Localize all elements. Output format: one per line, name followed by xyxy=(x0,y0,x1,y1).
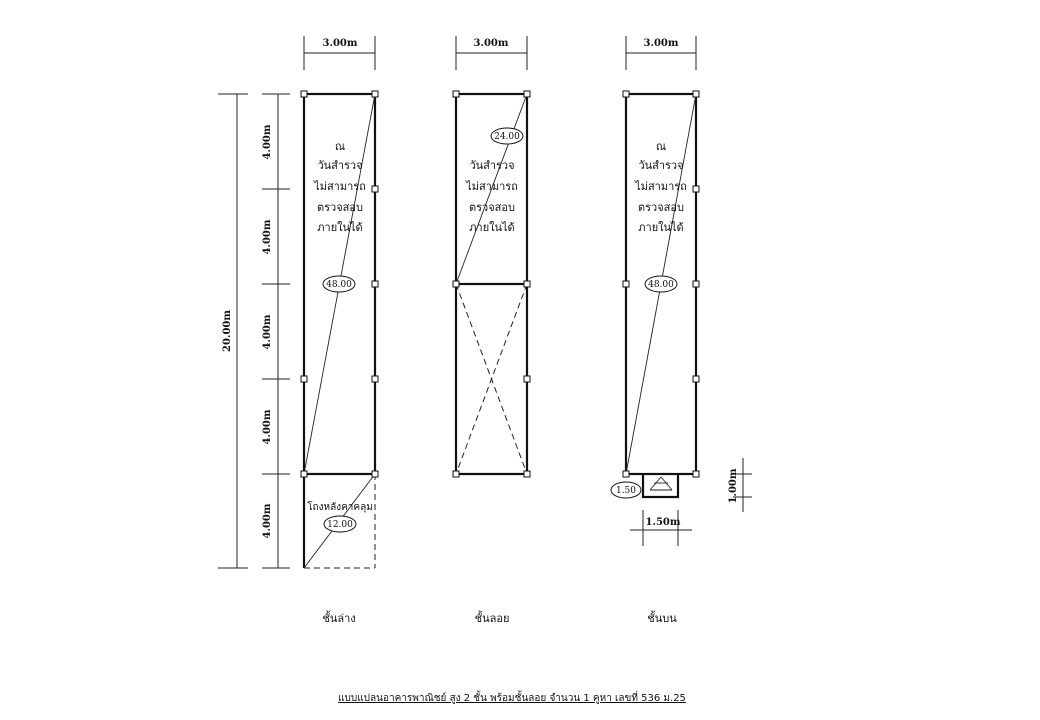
plan-note-line: ตรวจสอบ xyxy=(317,201,363,214)
width-label: 3.00m xyxy=(643,38,679,49)
plan-note-line: ตรวจสอบ xyxy=(469,201,515,214)
plan-note-line: ไม่สามารถ xyxy=(314,180,366,193)
plan-note-line: วันสำรวจ xyxy=(469,159,515,172)
plan-note-line: ไม่สามารถ xyxy=(466,180,518,193)
width-label: 3.00m xyxy=(473,38,509,49)
mezzanine-plan xyxy=(453,91,530,625)
extension-note: โถงหลังคาคลุม xyxy=(307,502,373,513)
plan-caption: ชั้นบน xyxy=(647,612,677,625)
total-depth-dimension xyxy=(218,94,248,568)
drawing-title: แบบแปลนอาคารพาณิชย์ สูง 2 ชั้น พร้อมชั้นลอย จำนวน 1 คูหา เลขที่ 536 ม.25 xyxy=(338,693,686,704)
width-dimension-mezzanine xyxy=(456,36,527,70)
width-label: 3.00m xyxy=(322,38,358,49)
bay-label: 4.00m xyxy=(262,409,273,445)
plan-note-line: วันสำรวจ xyxy=(317,159,363,172)
stair-area-label: 1.50 xyxy=(615,486,637,496)
bay-label: 4.00m xyxy=(262,503,273,539)
plan-note-line: ภายในได้ xyxy=(317,221,363,234)
plan-note-line: ไม่สามารถ xyxy=(635,180,687,193)
bay-dimensions xyxy=(262,94,290,568)
plan-caption: ชั้นล่าง xyxy=(322,612,356,625)
width-dimension-upper xyxy=(626,36,696,70)
area-label: 48.00 xyxy=(326,280,352,290)
bay-label: 4.00m xyxy=(262,219,273,255)
area-label: 48.00 xyxy=(648,280,674,290)
plan-note-line: ภายในได้ xyxy=(469,221,515,234)
plan-note-line: ณ xyxy=(334,140,346,153)
plan-note-line: วันสำรวจ xyxy=(638,159,684,172)
stair-depth-dimension xyxy=(728,458,752,512)
stair-width-dimension xyxy=(630,510,692,546)
width-dimension-ground xyxy=(304,36,375,70)
ground-floor-plan xyxy=(301,91,378,625)
upper-floor-plan xyxy=(611,91,699,625)
bay-label: 4.00m xyxy=(262,314,273,350)
plan-note-line: ตรวจสอบ xyxy=(638,201,684,214)
plan-note-line: ภายในได้ xyxy=(638,221,684,234)
stair-depth-label: 1.00m xyxy=(728,468,739,504)
area-label: 24.00 xyxy=(494,132,520,142)
plan-note-line: ณ xyxy=(655,140,667,153)
bay-label: 4.00m xyxy=(262,124,273,160)
plan-caption: ชั้นลอย xyxy=(474,612,510,625)
extension-area-label: 12.00 xyxy=(327,520,353,530)
stair-width-label: 1.50m xyxy=(645,517,681,528)
total-depth-label: 20.00m xyxy=(222,310,233,352)
